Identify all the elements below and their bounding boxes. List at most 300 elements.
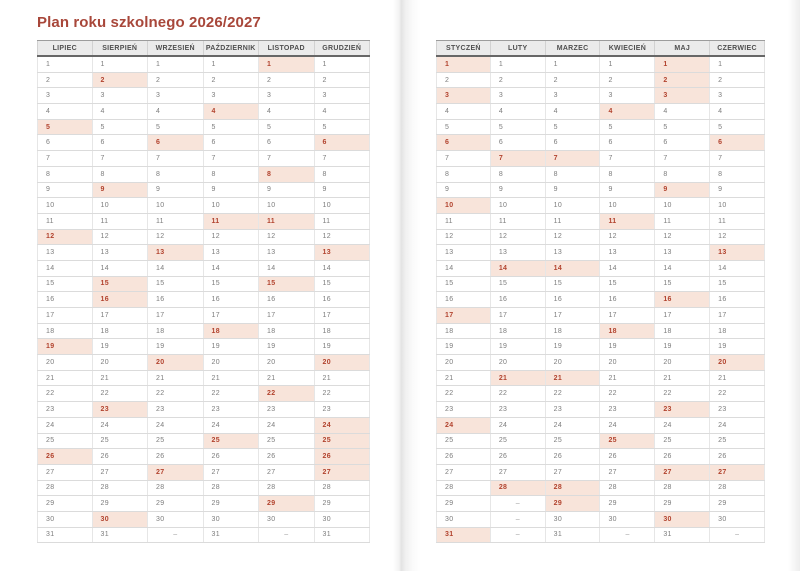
day-row	[37, 496, 370, 512]
day-number: 4	[498, 107, 504, 115]
day-cell	[148, 449, 204, 464]
day-cell	[93, 528, 149, 543]
day-cell	[148, 402, 204, 417]
day-number: 3	[211, 92, 216, 100]
day-number: 10	[498, 202, 508, 210]
day-row	[436, 214, 765, 230]
day-cell	[204, 245, 260, 260]
day-number: 13	[553, 249, 563, 257]
day-cell	[93, 120, 149, 135]
day-number: 2	[211, 76, 216, 84]
day-row	[37, 292, 370, 308]
day-cell	[37, 277, 93, 292]
day-cell	[655, 151, 710, 166]
day-number: 5	[322, 123, 327, 131]
day-cell	[204, 371, 260, 386]
day-number: 17	[498, 311, 508, 319]
day-number: 16	[46, 296, 55, 304]
day-cell	[491, 308, 546, 323]
day-number: 24	[608, 421, 617, 429]
day-number: 22	[211, 390, 220, 398]
day-number: 16	[498, 296, 508, 304]
day-number: 10	[100, 202, 109, 210]
empty-day-cell: –	[259, 528, 315, 543]
month-header-row	[436, 40, 765, 57]
holiday-day-cell	[491, 151, 546, 166]
day-cell	[259, 73, 315, 88]
day-number: 28	[498, 484, 508, 492]
holiday-day-cell	[315, 418, 371, 433]
day-number: 8	[608, 170, 613, 178]
day-cell	[710, 277, 765, 292]
day-number: 1	[553, 60, 558, 68]
day-number: 23	[46, 405, 55, 413]
day-number: 30	[211, 515, 220, 523]
day-cell	[436, 292, 491, 307]
day-cell	[600, 512, 655, 527]
day-number: 4	[445, 107, 450, 115]
day-cell	[93, 386, 149, 401]
day-cell	[148, 120, 204, 135]
day-number: 23	[445, 405, 454, 413]
day-number: 28	[46, 484, 55, 492]
month-header: KWIECIEŃ	[600, 41, 655, 55]
day-cell	[37, 481, 93, 496]
day-cell	[655, 261, 710, 276]
day-number: 24	[445, 421, 454, 429]
day-number: 29	[46, 500, 55, 508]
month-header-row	[37, 40, 370, 57]
day-cell	[315, 120, 371, 135]
day-number: 28	[322, 484, 331, 492]
holiday-day-cell	[259, 214, 315, 229]
day-number: 23	[100, 405, 109, 413]
day-cell	[491, 167, 546, 182]
day-number: 15	[267, 280, 276, 288]
day-cell	[710, 324, 765, 339]
day-number: 6	[100, 139, 105, 147]
day-cell	[259, 230, 315, 245]
day-number: 23	[553, 405, 563, 413]
day-number: 5	[267, 123, 272, 131]
day-cell	[148, 324, 204, 339]
day-cell	[655, 135, 710, 150]
day-number: 16	[156, 296, 165, 304]
day-number: 16	[267, 296, 276, 304]
day-number: 1	[267, 60, 272, 68]
day-cell	[315, 104, 371, 119]
day-number: 2	[267, 76, 272, 84]
day-cell	[600, 465, 655, 480]
day-cell	[204, 339, 260, 354]
day-number: 6	[211, 139, 216, 147]
day-cell	[37, 371, 93, 386]
day-number: 27	[718, 468, 727, 476]
holiday-day-cell	[655, 88, 710, 103]
day-cell	[710, 230, 765, 245]
day-number: 17	[100, 311, 109, 319]
day-number: 24	[211, 421, 220, 429]
day-number: 5	[553, 123, 558, 131]
day-number: 12	[156, 233, 165, 241]
day-number: 10	[156, 202, 165, 210]
day-number: 29	[156, 500, 165, 508]
holiday-day-cell	[436, 88, 491, 103]
day-row	[436, 183, 765, 199]
day-number: 11	[46, 217, 54, 225]
day-row	[436, 292, 765, 308]
day-number: 3	[553, 92, 558, 100]
day-number: 30	[553, 515, 563, 523]
day-cell	[436, 151, 491, 166]
day-cell	[37, 88, 93, 103]
day-cell	[546, 104, 601, 119]
day-number: 15	[156, 280, 165, 288]
day-row	[436, 167, 765, 183]
day-row	[37, 528, 370, 544]
holiday-day-cell	[436, 528, 491, 543]
day-cell	[37, 496, 93, 511]
day-cell	[436, 449, 491, 464]
day-number: 23	[156, 405, 165, 413]
day-row	[436, 339, 765, 355]
empty-day-cell: –	[148, 528, 204, 543]
day-cell	[491, 449, 546, 464]
day-cell	[259, 339, 315, 354]
day-number: 13	[267, 249, 276, 257]
day-number: 17	[156, 311, 165, 319]
day-cell	[204, 355, 260, 370]
day-number: 25	[553, 437, 563, 445]
day-cell	[148, 167, 204, 182]
day-cell	[436, 402, 491, 417]
day-number: 22	[100, 390, 109, 398]
day-cell	[37, 198, 93, 213]
holiday-day-cell	[37, 339, 93, 354]
holiday-day-cell	[148, 135, 204, 150]
empty-day-cell: –	[491, 496, 546, 511]
day-cell	[315, 324, 371, 339]
holiday-day-cell	[315, 449, 371, 464]
day-number: 9	[100, 186, 105, 194]
day-cell	[546, 418, 601, 433]
day-cell	[600, 120, 655, 135]
day-row	[37, 481, 370, 497]
day-cell	[600, 496, 655, 511]
day-cell	[710, 104, 765, 119]
day-number: 19	[100, 343, 109, 351]
month-header: CZERWIEC	[710, 41, 765, 55]
day-number: 21	[267, 374, 276, 382]
day-number: 12	[322, 233, 331, 241]
day-number: 30	[718, 515, 727, 523]
day-cell	[600, 449, 655, 464]
holiday-day-cell	[655, 183, 710, 198]
day-number: 26	[663, 453, 672, 461]
day-cell	[204, 418, 260, 433]
day-cell	[710, 198, 765, 213]
day-number: 9	[718, 186, 723, 194]
day-row	[37, 324, 370, 340]
day-cell	[259, 481, 315, 496]
day-number: 4	[156, 107, 161, 115]
day-cell	[148, 386, 204, 401]
day-number: 23	[322, 405, 331, 413]
day-number: 20	[718, 358, 727, 366]
month-header: WRZESIEŃ	[148, 41, 204, 55]
holiday-day-cell	[259, 167, 315, 182]
day-number: 23	[663, 405, 672, 413]
day-number: 18	[322, 327, 331, 335]
day-cell	[315, 277, 371, 292]
day-number: 9	[553, 186, 558, 194]
day-number: 30	[267, 515, 276, 523]
day-number: 23	[608, 405, 617, 413]
day-cell	[491, 104, 546, 119]
day-number: 20	[608, 358, 617, 366]
day-cell	[546, 88, 601, 103]
day-row	[436, 434, 765, 450]
day-cell	[204, 308, 260, 323]
day-number: 16	[100, 296, 109, 304]
day-cell	[148, 230, 204, 245]
day-row	[436, 402, 765, 418]
day-cell	[93, 104, 149, 119]
day-number: 14	[663, 264, 672, 272]
day-cell	[259, 198, 315, 213]
day-number: 5	[100, 123, 105, 131]
day-row	[436, 308, 765, 324]
day-number: 11	[445, 217, 453, 225]
day-cell	[315, 88, 371, 103]
day-number: 10	[445, 202, 454, 210]
day-cell	[37, 402, 93, 417]
day-cell	[315, 308, 371, 323]
day-number: 26	[322, 453, 331, 461]
day-cell	[93, 496, 149, 511]
day-cell	[93, 355, 149, 370]
day-number: 11	[498, 217, 507, 225]
day-number: 27	[100, 468, 109, 476]
day-cell	[491, 198, 546, 213]
day-number: 29	[267, 500, 276, 508]
day-number: 18	[663, 327, 672, 335]
day-number: 9	[322, 186, 327, 194]
day-number: 13	[46, 249, 55, 257]
day-number: 9	[608, 186, 613, 194]
day-cell	[546, 198, 601, 213]
page-title: Plan roku szkolnego 2026/2027	[37, 14, 261, 31]
day-number: 17	[663, 311, 672, 319]
day-cell	[436, 104, 491, 119]
holiday-day-cell	[148, 465, 204, 480]
day-number: 12	[267, 233, 276, 241]
day-cell	[259, 245, 315, 260]
day-cell	[491, 355, 546, 370]
day-cell	[315, 183, 371, 198]
day-number: 17	[445, 311, 454, 319]
day-cell	[148, 496, 204, 511]
day-cell	[37, 512, 93, 527]
day-number: 14	[608, 264, 617, 272]
day-number: 2	[445, 76, 450, 84]
day-number: 26	[718, 453, 727, 461]
day-row	[436, 355, 765, 371]
day-cell	[600, 402, 655, 417]
holiday-day-cell	[655, 57, 710, 72]
day-number: 30	[445, 515, 454, 523]
holiday-day-cell	[37, 230, 93, 245]
day-number: 14	[46, 264, 55, 272]
day-row	[37, 465, 370, 481]
day-number: 15	[608, 280, 617, 288]
day-row	[436, 386, 765, 402]
day-number: 7	[322, 154, 327, 162]
day-cell	[710, 512, 765, 527]
day-cell	[315, 151, 371, 166]
day-cell	[655, 355, 710, 370]
day-cell	[600, 57, 655, 72]
day-cell	[204, 167, 260, 182]
day-cell	[600, 73, 655, 88]
month-header: MARZEC	[546, 41, 601, 55]
day-number: 8	[100, 170, 105, 178]
day-cell	[491, 230, 546, 245]
day-number: 22	[156, 390, 165, 398]
day-number: 30	[663, 515, 672, 523]
day-number: 19	[445, 343, 454, 351]
day-number: 6	[46, 139, 51, 147]
day-number: 21	[718, 374, 727, 382]
day-number: 26	[156, 453, 165, 461]
day-cell	[436, 512, 491, 527]
day-cell	[37, 386, 93, 401]
day-number: 2	[498, 76, 504, 84]
day-cell	[491, 73, 546, 88]
day-row	[436, 88, 765, 104]
holiday-day-cell	[148, 245, 204, 260]
day-number: 9	[663, 186, 668, 194]
day-number: 16	[322, 296, 331, 304]
day-cell	[37, 183, 93, 198]
holiday-day-cell	[546, 261, 601, 276]
day-number: 19	[322, 343, 331, 351]
day-number: 27	[46, 468, 55, 476]
day-cell	[204, 512, 260, 527]
day-number: 18	[46, 327, 55, 335]
day-number: 20	[156, 358, 165, 366]
day-cell	[655, 528, 710, 543]
day-number: 8	[46, 170, 51, 178]
day-cell	[204, 449, 260, 464]
day-cell	[710, 418, 765, 433]
day-number: 5	[663, 123, 668, 131]
day-cell	[600, 230, 655, 245]
day-number: 27	[267, 468, 276, 476]
day-cell	[491, 324, 546, 339]
day-number: 28	[267, 484, 276, 492]
day-cell	[37, 135, 93, 150]
day-number: 6	[267, 139, 272, 147]
day-cell	[546, 57, 601, 72]
day-cell	[436, 434, 491, 449]
day-number: 1	[46, 60, 51, 68]
day-cell	[710, 402, 765, 417]
holiday-day-cell	[204, 434, 260, 449]
day-cell	[600, 481, 655, 496]
day-row	[37, 449, 370, 465]
day-number: 31	[46, 531, 55, 539]
day-number: 22	[553, 390, 563, 398]
day-cell	[436, 245, 491, 260]
day-number: 23	[498, 405, 508, 413]
day-number: 31	[445, 531, 454, 539]
empty-day-cell: –	[600, 528, 655, 543]
holiday-day-cell	[436, 198, 491, 213]
day-number: 30	[322, 515, 331, 523]
day-cell	[37, 151, 93, 166]
day-number: 19	[498, 343, 508, 351]
day-row	[436, 465, 765, 481]
day-number: 8	[663, 170, 668, 178]
day-cell	[491, 465, 546, 480]
day-cell	[37, 104, 93, 119]
day-cell	[436, 214, 491, 229]
day-cell	[37, 261, 93, 276]
day-cell	[710, 120, 765, 135]
holiday-day-cell	[710, 355, 765, 370]
holiday-day-cell	[37, 120, 93, 135]
day-row	[436, 151, 765, 167]
holiday-day-cell	[259, 496, 315, 511]
holiday-day-cell	[259, 386, 315, 401]
day-row	[436, 104, 765, 120]
day-cell	[315, 292, 371, 307]
day-cell	[546, 135, 601, 150]
day-cell	[315, 261, 371, 276]
day-number: 19	[156, 343, 165, 351]
day-cell	[710, 88, 765, 103]
day-number: 28	[211, 484, 220, 492]
day-number: 11	[553, 217, 562, 225]
day-cell	[259, 355, 315, 370]
holiday-day-cell	[93, 277, 149, 292]
right-calendar-table	[436, 40, 765, 543]
day-number: 4	[608, 107, 613, 115]
day-cell	[491, 418, 546, 433]
day-number: 11	[663, 217, 672, 225]
day-number: 11	[718, 217, 727, 225]
day-number: 22	[663, 390, 672, 398]
day-number: 8	[718, 170, 723, 178]
day-cell	[491, 214, 546, 229]
day-cell	[436, 73, 491, 88]
day-number: 10	[322, 202, 331, 210]
day-cell	[546, 434, 601, 449]
day-cell	[259, 402, 315, 417]
day-cell	[204, 183, 260, 198]
day-number: 4	[663, 107, 668, 115]
day-number: 24	[156, 421, 165, 429]
day-cell	[710, 339, 765, 354]
day-number: 12	[553, 233, 563, 241]
day-cell	[148, 57, 204, 72]
holiday-day-cell	[315, 245, 371, 260]
day-cell	[655, 481, 710, 496]
day-cell	[491, 434, 546, 449]
day-cell	[546, 245, 601, 260]
day-cell	[491, 339, 546, 354]
